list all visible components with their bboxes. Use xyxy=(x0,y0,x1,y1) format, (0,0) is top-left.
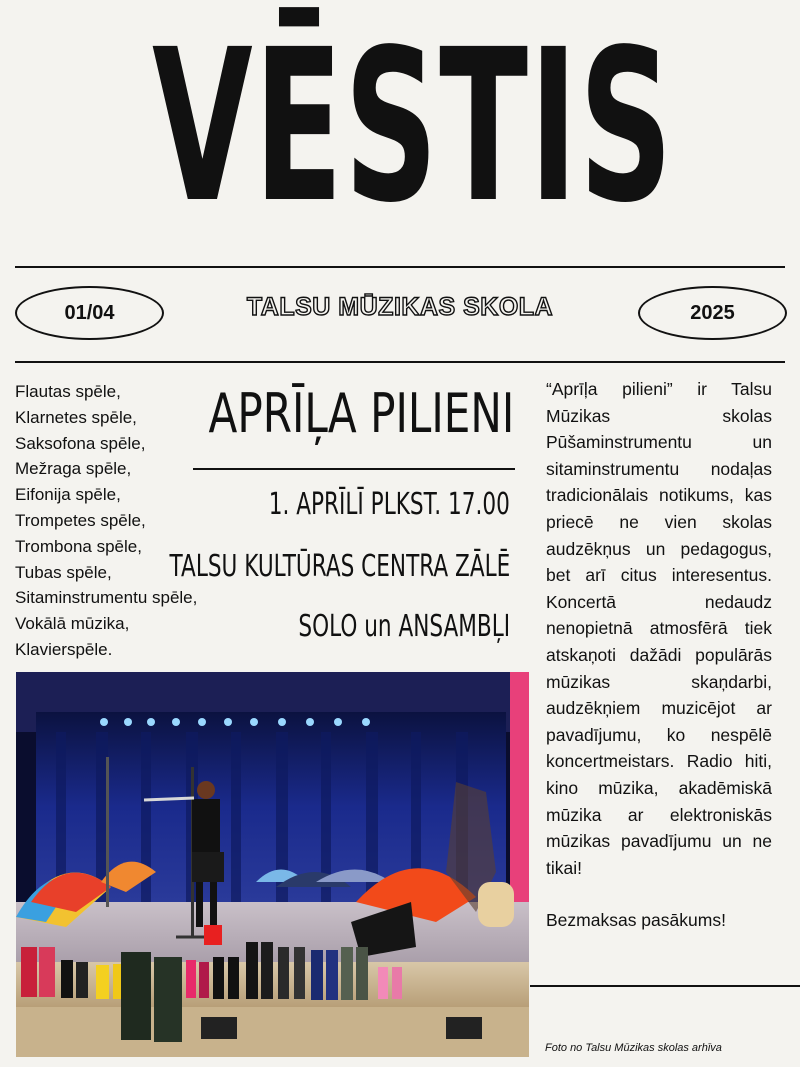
list-item: Flautas spēle, xyxy=(15,382,121,401)
list-item: Tubas spēle, xyxy=(15,562,112,582)
concert-photo xyxy=(16,672,529,1057)
free-event-note: Bezmaksas pasākums! xyxy=(546,910,726,931)
article-bottom-rule xyxy=(530,985,800,987)
stage-illustration xyxy=(16,672,529,1057)
date-text: 01/04 xyxy=(64,301,115,324)
list-item: Trompetes spēle, xyxy=(15,510,146,530)
list-item: Mežraga spēle, xyxy=(15,459,132,479)
list-item: Klarnetes spēle, xyxy=(15,407,137,427)
masthead-title: VĒSTIS xyxy=(152,4,674,249)
event-title: APRĪĻA PILIENI xyxy=(208,382,515,445)
photo-caption: Foto no Talsu Mūzikas skolas arhīva xyxy=(545,1042,722,1054)
event-venue: TALSU KULTŪRAS CENTRA ZĀLĒ xyxy=(169,549,510,584)
year-text: 2025 xyxy=(690,301,735,324)
list-item: Sitaminstrumentu spēle, xyxy=(15,588,198,608)
list-item: Eifonija spēle, xyxy=(15,485,121,505)
article-column xyxy=(546,376,772,934)
article-body: “Aprīļa pilieni” ir Talsu Mūzikas skolas Pūšaminstrumentu un sitaminstrumentu nodaļas tradicionālais notikums, kas priecē ne vien skolas audzēkņus un pedagogus, bet arī citus interesentus. Koncertā nedaudz nenopietnā atmosfērā tiek atskaņoti dažādi populārās mūzikas skaņdarbi, audzēkņiem muzicējot ar pavadījumu, ko nespēlē koncertmeistars. Radio hiti, kino mūzika, akadēmiskā mūzika ar elektroniskās mūzikas pavadījumu un ne tikai! xyxy=(546,379,772,878)
event-title-rule xyxy=(193,468,515,470)
list-item: Trombona spēle, xyxy=(15,536,142,556)
instrument-list xyxy=(15,379,225,663)
event-format: SOLO un ANSAMBĻI xyxy=(298,609,510,644)
year-badge xyxy=(638,286,787,340)
event-datetime: 1. APRĪLĪ PLKST. 17.00 xyxy=(268,487,510,522)
school-name: TALSU MŪZIKAS SKOLA xyxy=(246,293,554,321)
date-badge xyxy=(15,286,164,340)
list-item: Klavierspēle. xyxy=(15,639,113,659)
header-bottom-rule xyxy=(15,361,785,363)
list-item: Saksofona spēle, xyxy=(15,433,146,453)
list-item: Vokālā mūzika, xyxy=(15,614,130,634)
top-rule xyxy=(15,266,785,268)
